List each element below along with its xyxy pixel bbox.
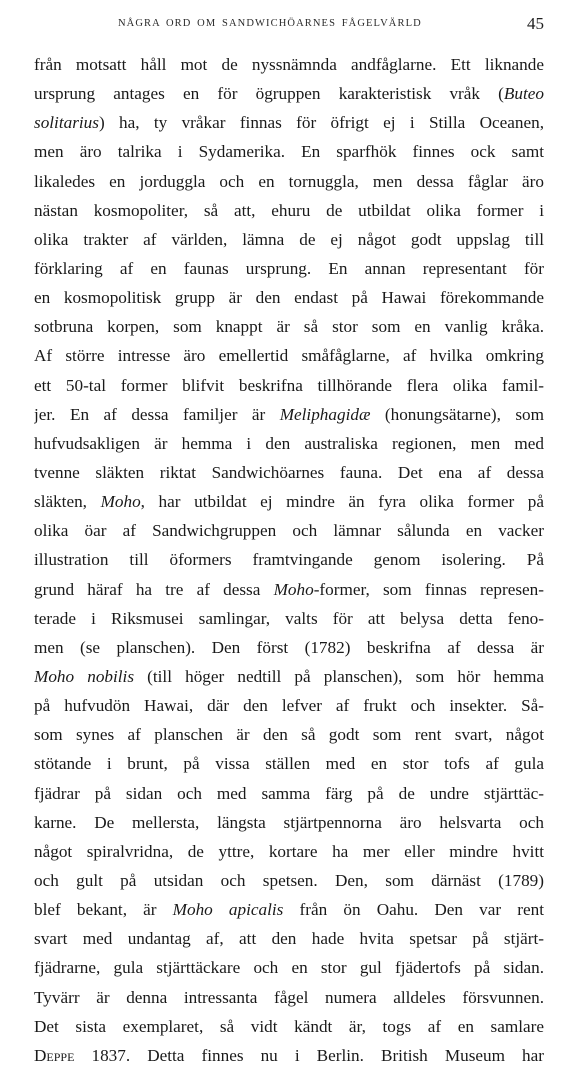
italic-term: solitarius [34, 113, 99, 133]
text-run: och gult på utsidan och spetsen. Den, som därnäst (1789) [34, 870, 544, 890]
text-run: olika trakter af världen, lämna de ej något godt uppslag till [34, 229, 544, 249]
text-run: fjädrarne, gula stjärttäckare och en stor gul fjädertofs på sidan. [34, 958, 544, 978]
text-line [34, 953, 544, 982]
text-run: men äro talrika i Sydamerika. En sparfhök finnes ock samt [34, 142, 544, 162]
text-run: på hufvudön Hawai, där den lefver af frukt och insekter. Så- [34, 696, 544, 716]
text-line [34, 516, 544, 545]
text-line [34, 196, 544, 225]
text-run: som synes af planschen är den så godt som rent svart, något [34, 725, 544, 745]
text-line [34, 429, 544, 458]
text-run: sotbruna korpen, som knappt är så stor som en vanlig kråka. [34, 317, 544, 337]
text-line [34, 371, 544, 400]
text-run: (honungsätarne), som [370, 404, 544, 424]
text-run: från motsatt håll mot de nyssnämnda andfåglarne. Ett liknande [34, 55, 544, 74]
text-run: förklaring af en faunas ursprung. En annan representant för [34, 258, 544, 278]
running-head [34, 14, 544, 36]
italic-term: Moho [100, 492, 141, 512]
italic-term: Moho nobilis [34, 666, 135, 686]
text-line [34, 575, 544, 604]
text-line [34, 167, 544, 196]
text-line [34, 487, 544, 516]
text-run: (till höger nedtill på planschen), som hör hemma [134, 666, 544, 686]
text-line [34, 662, 544, 691]
text-line [34, 779, 544, 808]
text-line [34, 1012, 544, 1041]
text-run: ) ha, ty vråkar finnas för öfrigt ej i Stilla Oceanen, [98, 113, 544, 133]
text-run: en kosmopolitisk grupp är den endast på Hawai förekommande [34, 288, 544, 308]
text-run: något spiralvridna, de yttre, kortare ha mer eller mindre hvitt [34, 841, 544, 861]
text-line [34, 895, 544, 924]
text-line [34, 79, 544, 108]
italic-term: Meliphagidæ [279, 404, 371, 424]
running-title: NÅGRA ORD OM SANDWICHÖARNES FÅGELVÄRLD [118, 18, 422, 29]
text-line [34, 225, 544, 254]
text-line [34, 866, 544, 895]
text-line [34, 633, 544, 662]
text-run: blef bekant, är [34, 900, 173, 920]
text-run: hufvudsakligen är hemma i den australiska regionen, men med [34, 433, 544, 453]
text-run: , har utbildat ej mindre än fyra olika former på [140, 492, 544, 512]
text-line [34, 283, 544, 312]
page-number: 45 [527, 14, 544, 33]
text-run: fjädrar på sidan och med samma färg på de undre stjärttäc- [34, 783, 544, 803]
text-run: ett 50-tal former blifvit beskrifna tillhörande flera olika famil- [34, 375, 544, 395]
text-line [34, 749, 544, 778]
small-caps-name: Deppe [34, 1045, 75, 1065]
text-run: Det sista exemplaret, så vidt kändt är, togs af en samlare [34, 1016, 544, 1036]
text-run: Tyvärr är denna intressanta fågel numera alldeles försvunnen. [34, 987, 544, 1007]
text-line [34, 400, 544, 429]
text-line [34, 312, 544, 341]
text-run: nästan kosmopoliter, så att, ehuru de utbildat olika former i [34, 200, 544, 220]
text-run: olika öar af Sandwichgruppen och lämnar sålunda en vacker [34, 521, 544, 541]
text-run: Af större intresse äro emellertid småfåglarne, af hvilka omkring [34, 346, 544, 366]
text-run: grund häraf ha tre af dessa [34, 579, 274, 599]
text-line [34, 1041, 544, 1070]
text-line [34, 458, 544, 487]
text-line [34, 50, 544, 79]
text-run: karne. De mellersta, längsta stjärtpennorna äro helsvarta och [34, 812, 544, 832]
text-line [34, 341, 544, 370]
text-run: men (se planschen). Den först (1782) beskrifna af dessa är [34, 637, 544, 657]
text-run: jer. En af dessa familjer är [34, 404, 280, 424]
text-run: tvenne släkten riktat Sandwichöarnes fauna. Det ena af dessa [34, 462, 544, 482]
text-run: 1837. Detta finnes nu i Berlin. British Museum har [74, 1045, 544, 1065]
text-run: släkten, [34, 492, 101, 512]
text-run: likaledes en jorduggla och en tornuggla, men dessa fåglar äro [34, 171, 544, 191]
text-line [34, 808, 544, 837]
text-line [34, 545, 544, 574]
italic-term: Buteo [503, 84, 544, 104]
text-run: stötande i brunt, på vissa ställen med en stor tofs af gula [34, 754, 544, 774]
text-line [34, 983, 544, 1012]
text-line [34, 254, 544, 283]
text-line [34, 691, 544, 720]
text-run: terade i Riksmusei samlingar, valts för att belysa detta feno- [34, 608, 544, 628]
text-line [34, 924, 544, 953]
italic-term: Moho apicalis [172, 900, 284, 920]
text-line [34, 604, 544, 633]
text-run: från ön Oahu. Den var rent [283, 900, 544, 920]
body-text [34, 50, 544, 1070]
text-line [34, 720, 544, 749]
text-line [34, 837, 544, 866]
italic-term: Moho [273, 579, 314, 599]
text-run: svart med undantag af, att den hade hvita spetsar på stjärt- [34, 929, 544, 949]
text-run: illustration till öformers framtvingande genom isolering. På [34, 550, 544, 570]
text-line [34, 137, 544, 166]
text-run: ursprung antages en för ögruppen karakteristisk vråk ( [34, 84, 504, 104]
text-line [34, 108, 544, 137]
text-run: -former, som finnas represen- [313, 579, 544, 599]
